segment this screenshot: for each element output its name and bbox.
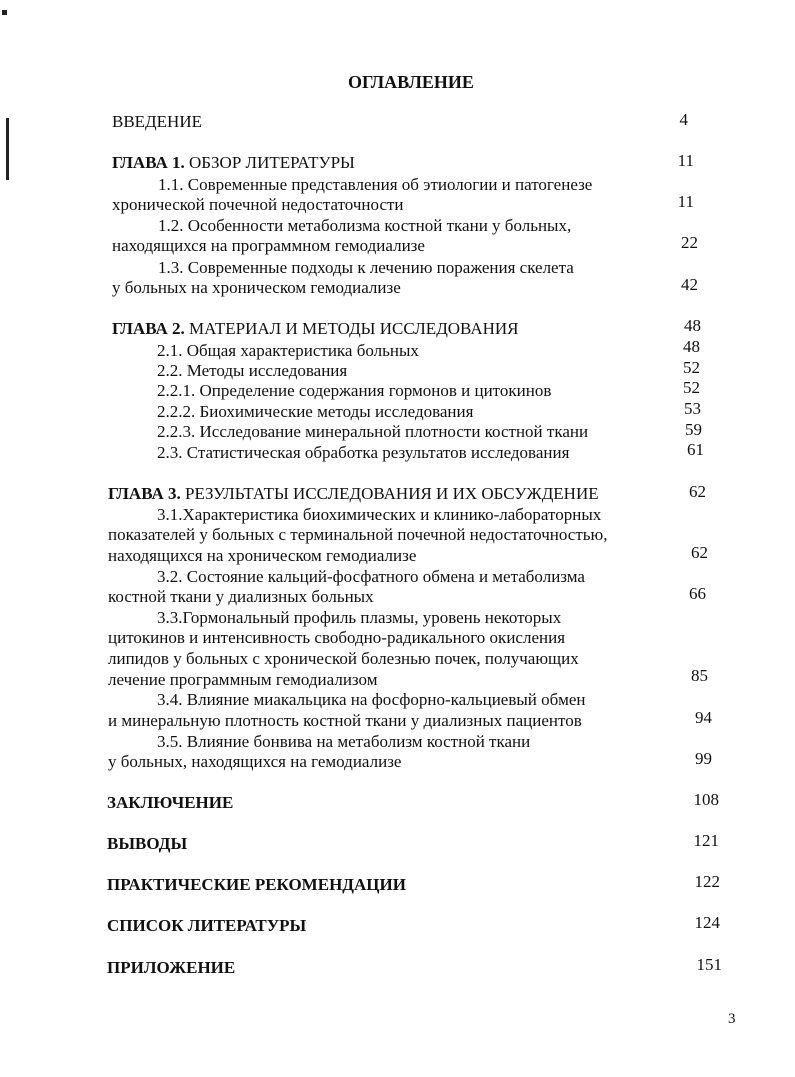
toc-entry-2-1: 2.1. Общая характеристика больных: [157, 341, 419, 360]
toc-page-conclusion: 108: [693, 790, 719, 809]
toc-entry-1-3-line1: 1.3. Современные подходы к лечению поражения скелета: [158, 258, 574, 277]
toc-entry-1-2-line1: 1.2. Особенности метаболизма костной ткани у больных,: [158, 216, 572, 235]
toc-entry-references: СПИСОК ЛИТЕРАТУРЫ: [107, 916, 307, 935]
toc-entry-1-1-line1: 1.1. Современные представления об этиологии и патогенезе: [158, 175, 593, 194]
toc-entry-1-3-line2: у больных на хроническом гемодиализе: [112, 278, 401, 297]
toc-entry-conclusion: ЗАКЛЮЧЕНИЕ: [107, 793, 234, 812]
toc-entry-3-4-line1: 3.4. Влияние миакальцика на фосфорно-кальциевый обмен: [157, 690, 586, 709]
toc-entry-3-4-line2: и минеральную плотность костной ткани у диализных пациентов: [108, 711, 582, 730]
toc-entry-1-1-line2: хронической почечной недостаточности: [112, 195, 404, 214]
toc-entry-3-2-line2: костной ткани у диализных больных: [108, 587, 374, 606]
chapter-2-prefix: ГЛАВА 2.: [112, 319, 185, 338]
toc-page-findings: 121: [693, 831, 719, 850]
toc-entry-3-1-line1: 3.1.Характеристика биохимических и клинико-лабораторных: [157, 505, 602, 524]
toc-page-3-4: 94: [695, 708, 712, 727]
toc-entry-3-5-line2: у больных, находящихся на гемодиализе: [108, 752, 402, 771]
toc-entry-appendix: ПРИЛОЖЕНИЕ: [107, 958, 236, 977]
toc-page-ch2: 48: [684, 316, 701, 335]
toc-page-3-1: 62: [691, 543, 708, 562]
toc-entry-findings: ВЫВОДЫ: [107, 834, 188, 853]
toc-page-1-2: 22: [681, 233, 698, 252]
toc-entry-2-2-3: 2.2.3. Исследование минеральной плотности костной ткани: [157, 422, 589, 441]
toc-entry-recommendations: ПРАКТИЧЕСКИЕ РЕКОМЕНДАЦИИ: [107, 875, 406, 894]
toc-page-2-3: 61: [687, 440, 704, 459]
toc-page-1-1: 11: [677, 192, 694, 211]
chapter-3-prefix: ГЛАВА 3.: [108, 484, 181, 503]
toc-page-2-2-2: 53: [684, 399, 701, 418]
scan-mark-corner: [2, 10, 7, 15]
toc-page-appendix: 151: [696, 955, 722, 974]
toc-page-intro: 4: [679, 110, 688, 129]
toc-chapter-3: [108, 484, 599, 504]
toc-chapter-2: [112, 319, 519, 339]
chapter-2-name: МАТЕРИАЛ И МЕТОДЫ ИССЛЕДОВАНИЯ: [189, 319, 519, 338]
toc-entry-3-5-line1: 3.5. Влияние бонвива на метаболизм костной ткани: [157, 732, 531, 751]
toc-title: ОГЛАВЛЕНИЕ: [348, 72, 474, 92]
toc-entry-3-3-line3: липидов у больных с хронической болезнью почек, получающих: [108, 649, 579, 668]
toc-page-ch3: 62: [689, 482, 706, 501]
toc-entry-3-1-line2: показателей у больных с терминальной почечной недостаточностью,: [108, 525, 608, 544]
toc-entry-2-2-1: 2.2.1. Определение содержания гормонов и цитокинов: [157, 381, 552, 400]
toc-entry-1-2-line2: находящихся на программном гемодиализе: [112, 236, 425, 255]
toc-page-recommendations: 122: [694, 872, 720, 891]
toc-entry-intro: ВВЕДЕНИЕ: [112, 112, 202, 131]
toc-entry-3-1-line3: находящихся на хроническом гемодиализе: [108, 546, 417, 565]
toc-page-1-3: 42: [681, 275, 698, 294]
toc-entry-3-3-line2: цитокинов и интенсивность свободно-радикального окисления: [108, 628, 566, 647]
chapter-3-name: РЕЗУЛЬТАТЫ ИССЛЕДОВАНИЯ И ИХ ОБСУЖДЕНИЕ: [185, 484, 599, 503]
toc-page-2-2-1: 52: [683, 378, 700, 397]
toc-entry-2-2-2: 2.2.2. Биохимические методы исследования: [157, 402, 474, 421]
toc-page-references: 124: [694, 913, 720, 932]
chapter-1-prefix: ГЛАВА 1.: [112, 153, 185, 172]
scan-mark-left: [6, 118, 9, 180]
toc-page-3-3: 85: [691, 666, 708, 685]
toc-entry-3-3-line1: 3.3.Гормональный профиль плазмы, уровень некоторых: [157, 608, 562, 627]
chapter-1-name: ОБЗОР ЛИТЕРАТУРЫ: [189, 153, 355, 172]
toc-entry-3-2-line1: 3.2. Состояние кальций-фосфатного обмена и метаболизма: [157, 567, 585, 586]
page-number: 3: [728, 1011, 736, 1027]
toc-page-2-1: 48: [683, 337, 700, 356]
toc-page-3-5: 99: [695, 749, 712, 768]
toc-chapter-1: [112, 153, 355, 173]
toc-entry-2-2: 2.2. Методы исследования: [157, 361, 348, 380]
toc-page-2-2-3: 59: [685, 420, 702, 439]
toc-entry-3-3-line4: лечение программным гемодиализом: [108, 670, 378, 689]
toc-entry-2-3: 2.3. Статистическая обработка результатов исследования: [157, 443, 570, 462]
toc-page-2-2: 52: [683, 358, 700, 377]
toc-page-ch1: 11: [677, 151, 694, 170]
toc-page-3-2: 66: [689, 584, 706, 603]
